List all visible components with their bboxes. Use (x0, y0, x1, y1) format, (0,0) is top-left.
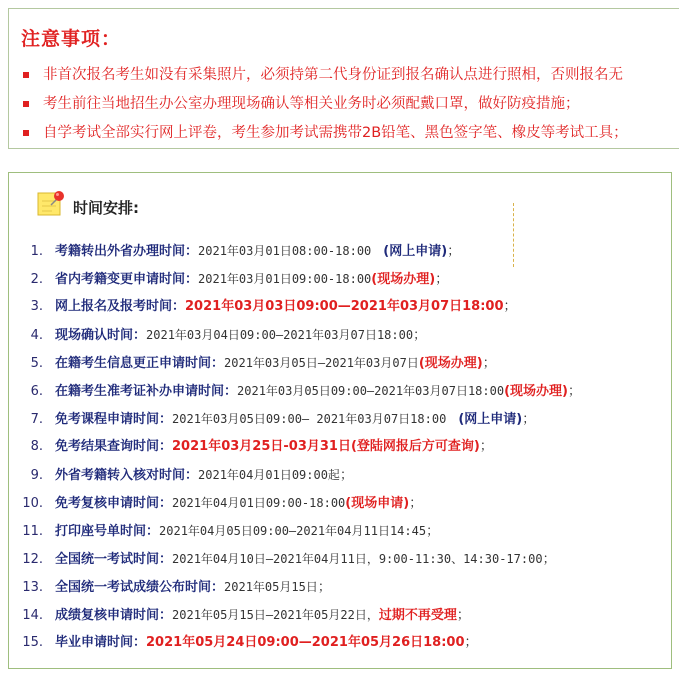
notice-item: 考生前往当地招生办公室办理现场确认等相关业务时必须配戴口罩，做好防疫措施； (21, 90, 628, 119)
row-value: 2021年03月05日09:00—2021年03月07日18:00 (237, 384, 505, 398)
row-tail: ； (339, 468, 353, 483)
row-label: 全国统一考试成绩公布时间： (55, 580, 225, 595)
row-tail: ； (542, 552, 556, 567)
row-tail: ； (464, 635, 478, 650)
notepad-pin-icon (35, 187, 67, 219)
row-label: 毕业申请时间： (55, 635, 147, 650)
row-value: 2021年05月15日 (224, 580, 318, 594)
schedule-row (9, 461, 581, 489)
notice-box (8, 8, 679, 149)
schedule-row (9, 573, 581, 601)
schedule-row (9, 321, 581, 349)
row-value: 2021年03月01日09:00-18:00 (198, 272, 372, 286)
schedule-list (9, 237, 581, 657)
row-number: 2. (30, 272, 43, 287)
row-value: 2021年04月10日—2021年04月11日，9:00-11:30、14:30-17:00 (172, 552, 543, 566)
row-tail: ； (317, 580, 331, 595)
row-tail: ； (426, 524, 440, 539)
row-tail: ； (522, 412, 536, 427)
schedule-box (8, 172, 672, 669)
row-number: 6. (30, 384, 43, 399)
row-tail: ； (567, 384, 581, 399)
row-tail: ； (447, 244, 461, 259)
notice-title: 注意事项： (21, 28, 122, 50)
schedule-row (9, 349, 581, 377)
row-number: 8. (30, 439, 43, 454)
row-label: 在籍考生信息更正申请时间： (55, 356, 225, 371)
row-number: 5. (30, 356, 43, 371)
row-note: 过期不再受理 (378, 608, 457, 623)
row-note: (现场办理) (371, 272, 436, 287)
row-tail: ； (435, 272, 449, 287)
schedule-row (9, 601, 581, 629)
row-value: 2021年04月01日09:00起 (198, 468, 340, 482)
schedule-row (9, 237, 581, 265)
row-label: 外省考籍转入核对时间： (55, 468, 199, 483)
row-number: 7. (30, 412, 43, 427)
row-tail: ； (482, 356, 496, 371)
row-tail: ； (503, 299, 517, 314)
schedule-row (9, 517, 581, 545)
row-number: 14. (22, 608, 43, 623)
notice-item: 非首次报名考生如没有采集照片，必须持第二代身份证到报名确认点进行照相，否则报名无 (21, 61, 628, 90)
notice-item: 自学考试全部实行网上评卷，考生参加考试需携带2B铅笔、黑色签字笔、橡皮等考试工具； (21, 119, 628, 148)
schedule-row (9, 265, 581, 293)
schedule-row (9, 433, 581, 461)
bullet-icon (23, 72, 29, 78)
row-number: 4. (30, 328, 43, 343)
schedule-title: 时间安排: (73, 199, 139, 217)
row-value: 2021年05月15日—2021年05月22日， (172, 608, 379, 622)
row-label: 现场确认时间： (55, 328, 147, 343)
row-value: 2021年04月01日09:00-18:00 (172, 496, 346, 510)
row-label: 免考课程申请时间： (55, 412, 173, 427)
row-number: 11. (22, 524, 43, 539)
row-label: 免考复核申请时间： (55, 496, 173, 511)
row-number: 10. (22, 496, 43, 511)
row-highlight: 2021年03月03日09:00—2021年03月07日18:00 (185, 299, 504, 314)
row-value: 2021年03月05日09:00— 2021年03月07日18:00 (172, 412, 447, 426)
row-number: 12. (22, 552, 43, 567)
schedule-row (9, 489, 581, 517)
row-value: 2021年03月05日—2021年03月07日 (224, 356, 419, 370)
schedule-row (9, 293, 581, 321)
row-highlight: 2021年03月25日-03月31日(登陆网报后方可查询) (172, 439, 480, 454)
row-number: 9. (30, 468, 43, 483)
row-value: 2021年03月04日09:00—2021年03月07日18:00 (146, 328, 414, 342)
schedule-row (9, 377, 581, 405)
row-label: 免考结果查询时间： (55, 439, 173, 454)
row-number: 15. (22, 635, 43, 650)
row-tail: ； (413, 328, 427, 343)
row-value: 2021年04月05日09:00—2021年04月11日14:45 (159, 524, 427, 538)
row-number: 1. (30, 244, 43, 259)
row-tail: ； (479, 439, 493, 454)
row-label: 全国统一考试时间： (55, 552, 173, 567)
row-note: (网上申请) (458, 412, 523, 427)
row-label: 打印座号单时间： (55, 524, 160, 539)
row-value: 2021年03月01日08:00-18:00 (198, 244, 372, 258)
bullet-icon (23, 130, 29, 136)
bullet-icon (23, 101, 29, 107)
row-label: 网上报名及报考时间： (55, 299, 186, 314)
schedule-row (9, 629, 581, 657)
row-note: (现场办理) (418, 356, 483, 371)
row-label: 考籍转出外省办理时间： (55, 244, 199, 259)
row-note: (现场办理) (504, 384, 568, 399)
schedule-row (9, 405, 581, 433)
schedule-row (9, 545, 581, 573)
row-label: 省内考籍变更申请时间： (55, 272, 199, 287)
notice-list (21, 61, 628, 148)
row-number: 3. (30, 299, 43, 314)
row-number: 13. (22, 580, 43, 595)
row-label: 在籍考生准考证补办申请时间： (55, 384, 238, 399)
row-tail: ； (409, 496, 423, 511)
row-note: (网上申请) (383, 244, 448, 259)
row-note: (现场申请) (345, 496, 410, 511)
row-tail: ； (456, 608, 470, 623)
row-highlight: 2021年05月24日09:00—2021年05月26日18:00 (146, 635, 465, 650)
row-label: 成绩复核申请时间： (55, 608, 173, 623)
